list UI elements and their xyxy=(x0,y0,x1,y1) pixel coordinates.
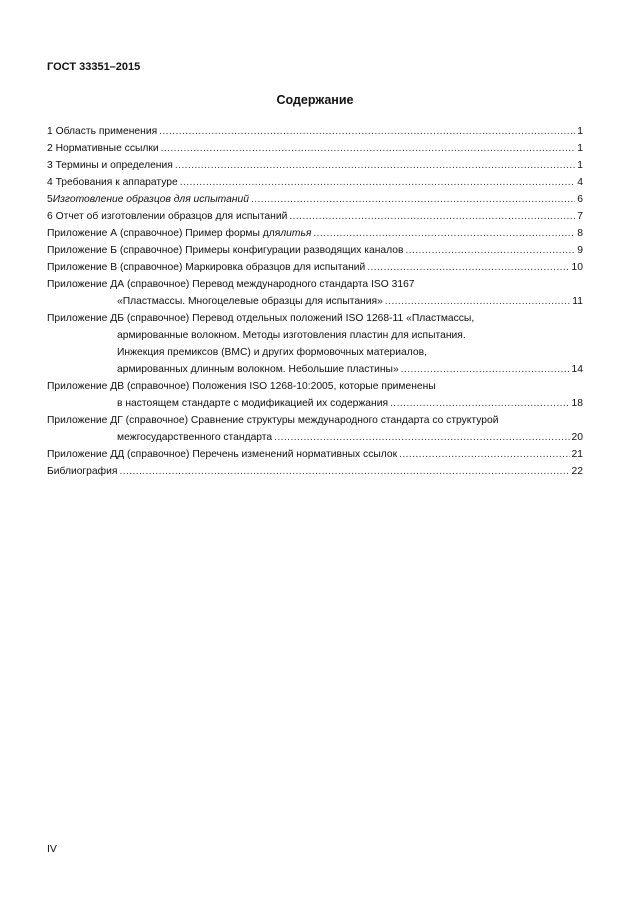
toc-page-number: 21 xyxy=(571,449,583,460)
toc-page-number: 1 xyxy=(577,126,583,137)
toc-entry-text: Приложение А (справочное) Пример формы для xyxy=(47,228,281,239)
dot-leader xyxy=(399,446,569,463)
toc-line xyxy=(47,412,583,429)
toc-entry xyxy=(47,259,583,276)
toc-entry-text: в настоящем стандарте с модификацией их содержания xyxy=(117,398,389,409)
toc-entry xyxy=(47,174,583,191)
toc-entry xyxy=(47,225,583,242)
toc-line xyxy=(47,463,583,480)
toc-entry-text: «Пластмассы. Многоцелевые образцы для испытания» xyxy=(117,296,383,307)
toc-entry-text: 4 Требования к аппаратуре xyxy=(47,177,178,188)
toc-entry xyxy=(47,463,583,480)
toc-entry xyxy=(47,276,583,310)
toc-line xyxy=(47,208,583,225)
toc-page-number: 6 xyxy=(577,194,583,205)
toc-line xyxy=(47,293,583,310)
toc-entry xyxy=(47,208,583,225)
toc-page-number: 10 xyxy=(571,262,583,273)
toc-entry xyxy=(47,310,583,378)
dot-leader xyxy=(405,242,575,259)
toc-line xyxy=(47,276,583,293)
table-of-contents xyxy=(47,123,583,480)
toc-page-number: 8 xyxy=(577,228,583,239)
toc-line xyxy=(47,123,583,140)
toc-line xyxy=(47,361,583,378)
toc-entry-text-italic: Изготовление образцов для испытаний xyxy=(52,194,249,205)
toc-line xyxy=(47,225,583,242)
toc-page-number: 22 xyxy=(571,466,583,477)
toc-page-number: 18 xyxy=(571,398,583,409)
dot-leader xyxy=(175,157,575,174)
toc-entry-text: Приложение ДБ (справочное) Перевод отдельных положений ISO 1268-11 «Пластмассы, xyxy=(47,313,475,324)
toc-line xyxy=(47,395,583,412)
toc-page-number: 4 xyxy=(577,177,583,188)
dot-leader xyxy=(313,225,575,242)
dot-leader xyxy=(180,174,576,191)
toc-entry xyxy=(47,157,583,174)
toc-line xyxy=(47,327,583,344)
dot-leader xyxy=(119,463,569,480)
toc-line xyxy=(47,174,583,191)
toc-entry xyxy=(47,446,583,463)
toc-page-number: 1 xyxy=(577,143,583,154)
page-number: IV xyxy=(47,843,57,855)
toc-line xyxy=(47,429,583,446)
dot-leader xyxy=(385,293,570,310)
toc-entry xyxy=(47,123,583,140)
toc-entry-text: 2 Нормативные ссылки xyxy=(47,143,159,154)
toc-entry-text: 3 Термины и определения xyxy=(47,160,173,171)
toc-entry-text: армированные волокном. Методы изготовления пластин для испытания. xyxy=(117,330,466,341)
toc-entry-text: Приложение ДГ (справочное) Сравнение структуры международного стандарта со структурой xyxy=(47,415,499,426)
document-code-header: ГОСТ 33351–2015 xyxy=(47,61,141,73)
toc-entry-text: 6 Отчет об изготовлении образцов для испытаний xyxy=(47,211,288,222)
toc-entry-text: Приложение ДД (справочное) Перечень изменений нормативных ссылок xyxy=(47,449,398,460)
dot-leader xyxy=(401,361,570,378)
toc-entry-text: Инжекция премиксов (ВМС) и других формовочных материалов, xyxy=(117,347,427,358)
toc-page-number: 20 xyxy=(571,432,583,443)
toc-entry-text: 1 Область применения xyxy=(47,126,158,137)
dot-leader xyxy=(289,208,575,225)
toc-entry-text: Приложение ДВ (справочное) Положения ISO 1268-10:2005, которые применены xyxy=(47,381,436,392)
toc-entry-text: Приложение В (справочное) Маркировка образцов для испытаний xyxy=(47,262,366,273)
toc-line xyxy=(47,242,583,259)
toc-entry xyxy=(47,191,583,208)
toc-entry-text: Приложение Б (справочное) Примеры конфигурации разводящих каналов xyxy=(47,245,404,256)
toc-entry xyxy=(47,242,583,259)
dot-leader xyxy=(390,395,569,412)
dot-leader xyxy=(251,191,575,208)
toc-entry xyxy=(47,378,583,412)
dot-leader xyxy=(161,140,576,157)
toc-page-number: 11 xyxy=(572,296,583,307)
toc-line xyxy=(47,157,583,174)
toc-entry-text: 5 xyxy=(47,194,53,205)
toc-page-number: 14 xyxy=(571,364,583,375)
toc-line xyxy=(47,191,583,208)
dot-leader xyxy=(367,259,569,276)
toc-entry xyxy=(47,412,583,446)
toc-line xyxy=(47,310,583,327)
toc-line xyxy=(47,259,583,276)
toc-line xyxy=(47,344,583,361)
toc-line xyxy=(47,378,583,395)
toc-line xyxy=(47,446,583,463)
toc-entry-text: Библиография xyxy=(47,466,118,477)
dot-leader xyxy=(274,429,569,446)
toc-entry-text: Приложение ДА (справочное) Перевод международного стандарта ISO 3167 xyxy=(47,279,415,290)
toc-page-number: 7 xyxy=(577,211,583,222)
toc-entry-text: армированных длинным волокном. Небольшие пластины» xyxy=(117,364,399,375)
dot-leader xyxy=(159,123,575,140)
toc-entry-text: межгосударственного стандарта xyxy=(117,432,273,443)
toc-line xyxy=(47,140,583,157)
toc-entry-text-italic: литья xyxy=(280,228,312,239)
toc-entry xyxy=(47,140,583,157)
page-title: Содержание xyxy=(276,93,354,107)
toc-page-number: 9 xyxy=(577,245,583,256)
toc-page-number: 1 xyxy=(577,160,583,171)
